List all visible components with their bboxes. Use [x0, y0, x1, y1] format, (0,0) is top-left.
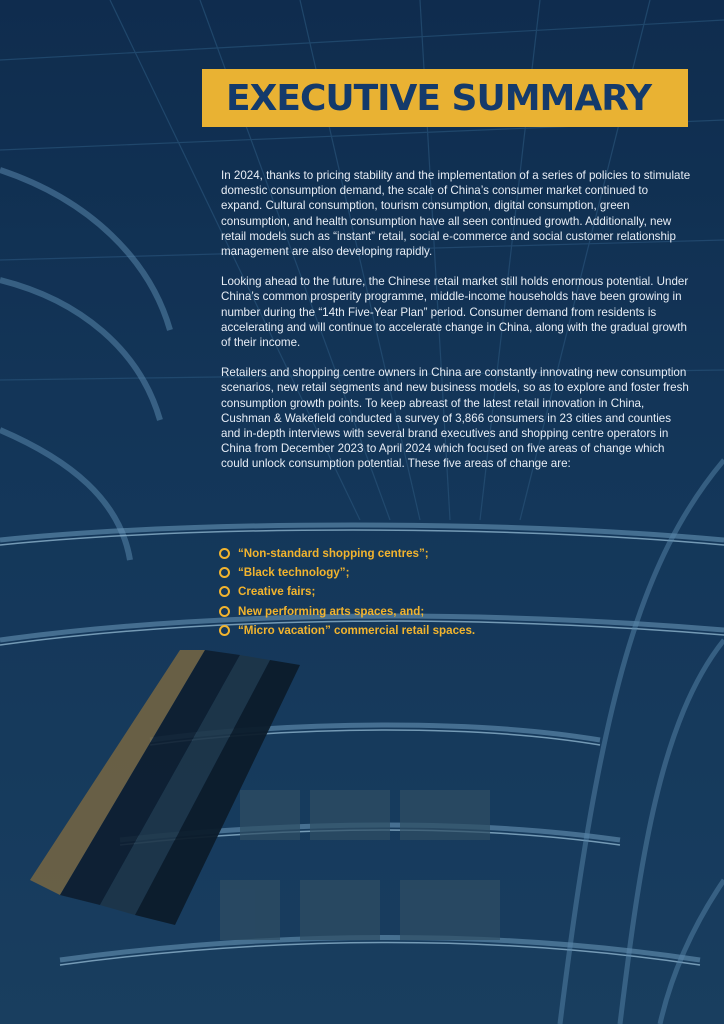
circle-bullet-icon	[219, 548, 230, 559]
list-item	[219, 621, 475, 640]
paragraph: Retailers and shopping centre owners in China are constantly innovating new consumption scenarios, new retail segments and new business models, so as to explore and foster fresh consumption growth points. To keep abreast of the latest retail innovation in China, Cushman & Wakefield conducted a survey of 3,866 consumers in 23 cities and counties and in-depth interviews with several brand executives and shopping centre operators in China from December 2023 to April 2024 which focused on five areas of change which could unlock consumption potential. These five areas of change are:	[221, 366, 689, 471]
list-item-text: Creative fairs;	[238, 585, 316, 599]
list-item-text: “Non-standard shopping centres”;	[238, 547, 429, 561]
circle-bullet-icon	[219, 567, 230, 578]
list-item	[219, 602, 475, 621]
list-item	[219, 582, 475, 601]
page-title: EXECUTIVE SUMMARY	[226, 78, 652, 119]
list-item	[219, 544, 475, 563]
paragraph: Looking ahead to the future, the Chinese retail market still holds enormous potential. Under China’s common prosperity programme, middle-income households have been growing in number during the “14th Five-Year Plan” period. Consumer demand from residents is accelerating and will continue to accelerate change in China, along with the gradual growth of their income.	[221, 275, 689, 350]
areas-of-change-list	[219, 544, 475, 640]
circle-bullet-icon	[219, 586, 230, 597]
list-item-text: “Micro vacation” commercial retail spaces.	[238, 623, 476, 637]
summary-body	[221, 168, 691, 487]
paragraph: In 2024, thanks to pricing stability and the implementation of a series of policies to stimulate domestic consumption demand, the scale of China’s consumer market continued to expand. Cultural consumption, tourism consumption, digital consumption, green consumption, and health consumption have all seen continued growth. Additionally, new retail models such as “instant” retail, social e-commerce and social customer relationship management are also developing rapidly.	[221, 169, 691, 259]
list-item-text: New performing arts spaces, and;	[238, 604, 425, 618]
circle-bullet-icon	[219, 606, 230, 617]
list-item	[219, 563, 475, 582]
title-banner	[202, 69, 688, 127]
circle-bullet-icon	[219, 625, 230, 636]
list-item-text: “Black technology”;	[238, 566, 350, 580]
